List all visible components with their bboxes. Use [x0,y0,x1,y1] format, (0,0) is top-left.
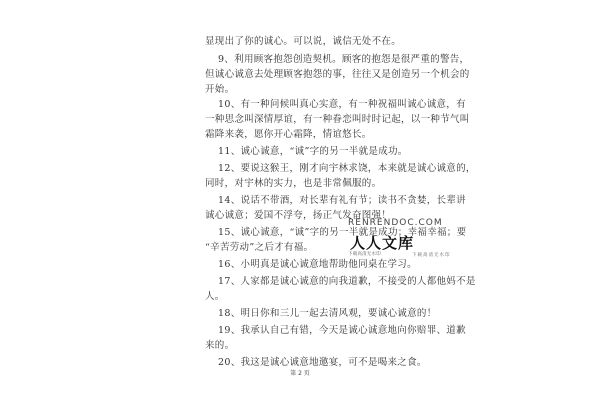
text-line: 9、利用顾客抱怨创造契机。顾客的抱怨是很严重的警告， [218,54,470,65]
watermark-title: 人人文库 [350,234,415,252]
watermark-logo [348,218,468,262]
text-line: 一种思念叫深情厚谊，有一种眷恋叫时时记起，以一种节气叫 [205,114,470,125]
text-line: 诚心诚意；爱国不浮夸，扬正气发奋图强！ [205,210,392,221]
text-line: 同时，对宇林的实力，也是非常佩服的。 [205,178,382,189]
text-line: 16、小明真是诚心诚意地帮助他同桌在学习。 [218,259,417,270]
text-line: 17、人家都是诚心诚意的向我道歉，不接受的人都他妈不是 [218,276,476,287]
text-line: 霜降来袭，愿你开心霜降，情谊悠长。 [205,129,372,140]
text-line: 11、诚心诚意，“诚”字的另一半就是成功。 [218,146,408,157]
text-line: “辛苦劳动”之后才有福。 [205,242,314,253]
text-line: 20、我这是诚心诚意地邀宴，可不是喝来之食。 [218,357,427,368]
page-number: 第 2 页 [290,370,310,377]
text-line: 15、诚心诚意，“诚”字的另一半就是成功；幸福幸福；要 [218,227,467,238]
text-line: 人。 [205,291,225,302]
text-line: 10、有一种问候叫真心实意，有一种祝福叫诚心诚意，有 [218,99,466,110]
text-line: 14、说话不带酒，对长辈有礼有节；读书不贪婪，长辈讲 [218,195,466,206]
text-line: 显现出了你的诚心。可以说，诚信无处不在。 [205,36,402,47]
text-line: 来的。 [205,340,235,351]
text-line: 开始。 [205,84,235,95]
watermark-subtitle: 下载高清无水印 [348,252,381,257]
text-line: 18、明日你和三儿一起去清风观，要诚心诚意的！ [218,308,437,319]
watermark-site: RENRENDOC.COM [348,218,443,228]
text-line: 12、要说这猴王，刚才向宇林求饶，本来就是诚心诚意的， [218,163,476,174]
text-line: 19、我承认自己有错，今天是诚心诚意地向你赔罪、道歉 [218,325,466,336]
text-line: 但诚心诚意去处理顾客抱怨的事，往往又是创造另一个机会的 [205,69,470,80]
watermark-tag: 下载高清无水印 [412,253,451,258]
